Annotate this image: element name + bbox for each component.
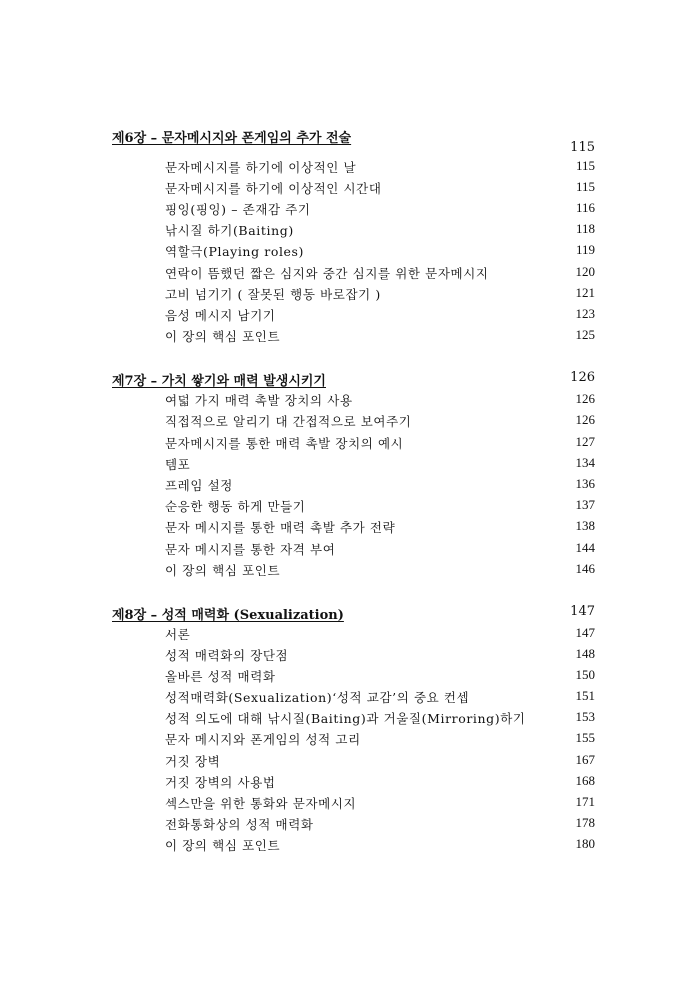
entry-page-number: 126 [575, 412, 595, 427]
entry-page-number: 137 [575, 497, 595, 512]
entry-title: 연락이 뜸했던 짧은 심지와 중간 심지를 위한 문자메시지 [165, 266, 489, 281]
chapter-title: 제6장 – 문자메시지와 폰게임의 추가 전술 [112, 131, 352, 146]
entry-page-number: 138 [575, 518, 595, 533]
toc-entry [0, 815, 695, 836]
entry-title: 문자메시지를 하기에 이상적인 날 [165, 160, 357, 175]
entry-title: 성적 매력화의 장단점 [165, 648, 289, 663]
entry-page-number: 121 [575, 285, 595, 300]
chapter-page-number: 115 [570, 140, 595, 155]
entry-page-number: 171 [575, 794, 595, 809]
entry-title: 성적 의도에 대해 낚시질(Baiting)과 거울질(Mirroring)하기 [165, 711, 526, 726]
chapter-page-number: 126 [570, 370, 595, 385]
entry-title: 핑잉(핑잉) – 존재감 주기 [165, 202, 311, 217]
entry-title: 직접적으로 알리기 대 간접적으로 보여주기 [165, 414, 412, 429]
entry-page-number: 147 [575, 625, 595, 640]
entry-title: 문자 메시지를 통한 자격 부여 [165, 542, 336, 557]
entry-page-number: 118 [575, 221, 595, 236]
entry-title: 낚시질 하기(Baiting) [165, 223, 294, 238]
toc-entry [0, 518, 695, 539]
entry-title: 성적매력화(Sexualization)‘성적 교감’의 중요 컨셉 [165, 690, 470, 705]
entry-page-number: 125 [575, 327, 595, 342]
entry-page-number: 116 [575, 200, 595, 215]
entry-page-number: 167 [575, 752, 595, 767]
toc-entry [0, 794, 695, 815]
entry-title: 올바른 성적 매력화 [165, 669, 276, 684]
entry-page-number: 168 [575, 773, 595, 788]
toc-entry [0, 540, 695, 561]
toc-entry [0, 667, 695, 688]
entry-title: 역할극(Playing roles) [165, 244, 305, 259]
toc-entry [0, 242, 695, 263]
toc-entry [0, 158, 695, 179]
entry-page-number: 136 [575, 476, 595, 491]
toc-entry [0, 179, 695, 200]
entry-title: 문자메시지를 통한 매력 촉발 장치의 예시 [165, 436, 404, 451]
toc-entry [0, 709, 695, 730]
entry-title: 이 장의 핵심 포인트 [165, 838, 281, 853]
entry-page-number: 146 [575, 561, 595, 576]
toc-entry [0, 264, 695, 285]
entry-title: 템포 [165, 457, 191, 472]
toc-entry [0, 221, 695, 242]
entry-title: 이 장의 핵심 포인트 [165, 329, 281, 344]
toc-entry [0, 476, 695, 497]
entry-title: 거짓 장벽 [165, 754, 221, 769]
toc-entry [0, 434, 695, 455]
toc-entry [0, 200, 695, 221]
chapter-page-number: 147 [570, 604, 595, 619]
entry-title: 섹스만을 위한 통화와 문자메시지 [165, 796, 357, 811]
chapter-title: 제8장 – 성적 매력화 (Sexualization) [112, 608, 344, 623]
entry-page-number: 178 [575, 815, 595, 830]
toc-entry [0, 285, 695, 306]
entry-title: 문자 메시지와 폰게임의 성적 고리 [165, 732, 361, 747]
entry-title: 이 장의 핵심 포인트 [165, 563, 281, 578]
entry-page-number: 127 [575, 434, 595, 449]
chapter-title: 제7장 – 가치 쌓기와 매력 발생시키기 [112, 374, 326, 389]
toc-entry [0, 688, 695, 709]
toc-entry [0, 625, 695, 646]
toc-entry [0, 327, 695, 348]
entry-page-number: 153 [575, 709, 595, 724]
toc-entry [0, 306, 695, 327]
toc-entry [0, 391, 695, 412]
entry-title: 전화통화상의 성적 매력화 [165, 817, 314, 832]
entry-page-number: 180 [575, 836, 595, 851]
entry-title: 고비 넘기기 ( 잘못된 행동 바로잡기 ) [165, 287, 381, 302]
entry-title: 순응한 행동 하게 만들기 [165, 499, 306, 514]
toc-entry [0, 773, 695, 794]
entry-page-number: 155 [575, 730, 595, 745]
entry-page-number: 115 [575, 179, 595, 194]
toc-entry [0, 412, 695, 433]
toc-entry [0, 455, 695, 476]
toc-entry [0, 646, 695, 667]
entry-page-number: 144 [575, 540, 595, 555]
entry-page-number: 148 [575, 646, 595, 661]
toc-entry [0, 730, 695, 751]
toc-entry [0, 561, 695, 582]
entry-page-number: 120 [575, 264, 595, 279]
entry-title: 여덟 가지 매력 촉발 장치의 사용 [165, 393, 353, 408]
entry-title: 문자 메시지를 통한 매력 촉발 추가 전략 [165, 520, 396, 535]
toc-entry [0, 836, 695, 857]
entry-page-number: 150 [575, 667, 595, 682]
entry-page-number: 123 [575, 306, 595, 321]
entry-title: 프레임 설정 [165, 478, 233, 493]
entry-title: 음성 메시지 남기기 [165, 308, 276, 323]
entry-page-number: 115 [575, 158, 595, 173]
toc-entry [0, 752, 695, 773]
entry-title: 문자메시지를 하기에 이상적인 시간대 [165, 181, 382, 196]
toc-entry [0, 497, 695, 518]
entry-page-number: 119 [575, 242, 595, 257]
entry-title: 거짓 장벽의 사용법 [165, 775, 276, 790]
entry-page-number: 134 [575, 455, 595, 470]
entry-page-number: 126 [575, 391, 595, 406]
entry-title: 서론 [165, 627, 191, 642]
entry-page-number: 151 [575, 688, 595, 703]
